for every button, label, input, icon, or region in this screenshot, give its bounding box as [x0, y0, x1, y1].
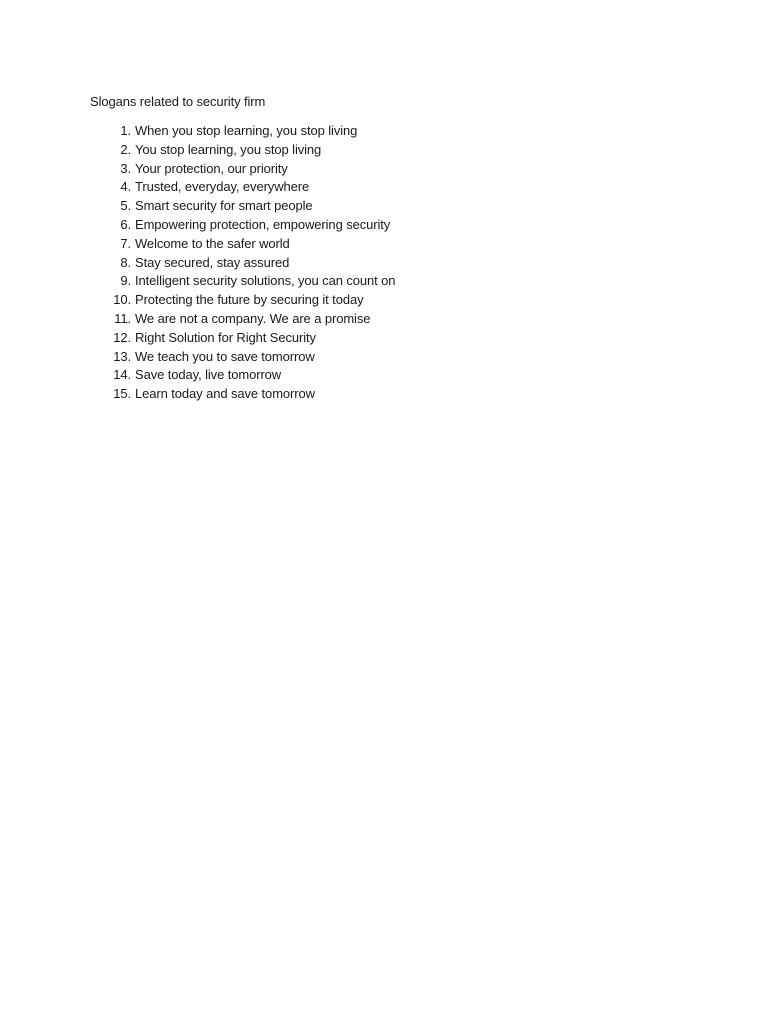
list-item-number: 15.	[113, 386, 131, 402]
list-item-number: 7.	[120, 235, 131, 251]
list-item-number: 8.	[120, 254, 131, 270]
list-item-text: Protecting the future by securing it today	[135, 292, 364, 308]
list-item-number: 11.	[114, 310, 131, 326]
list-item	[100, 141, 322, 160]
list-item-number: 3.	[120, 160, 131, 176]
list-item-number: 14.	[113, 367, 131, 383]
list-item	[100, 310, 371, 329]
list-item	[100, 348, 315, 367]
list-item	[100, 216, 391, 235]
list-item	[100, 329, 316, 348]
list-item-text: Stay secured, stay assured	[135, 254, 290, 270]
list-item-number: 6.	[120, 216, 131, 232]
list-item	[100, 178, 310, 197]
list-item	[100, 160, 288, 179]
list-item	[100, 291, 364, 310]
list-item-text: Trusted, everyday, everywhere	[135, 179, 310, 195]
list-item-number: 4.	[120, 179, 131, 195]
list-item-number: 12.	[113, 329, 131, 345]
list-item-number: 2.	[120, 141, 131, 157]
list-item	[100, 235, 290, 254]
list-item-text: Learn today and save tomorrow	[135, 386, 315, 402]
list-item	[100, 122, 358, 141]
list-item-number: 1.	[120, 123, 131, 138]
list-item-text: Smart security for smart people	[135, 198, 313, 214]
slogan-list	[100, 122, 396, 404]
list-item	[100, 366, 282, 385]
list-item-text: Welcome to the safer world	[135, 235, 290, 251]
list-item	[100, 197, 313, 216]
list-item	[100, 385, 315, 404]
list-item-number: 5.	[120, 198, 131, 214]
list-item	[100, 272, 396, 291]
list-item-number: 9.	[120, 273, 131, 289]
list-item-text: Save today, live tomorrow	[135, 367, 282, 383]
document-title: Slogans related to security firm	[90, 94, 266, 109]
list-item-number: 10.	[113, 292, 131, 308]
list-item-number: 13.	[113, 348, 131, 364]
list-item-text: We are not a company. We are a promise	[135, 310, 371, 326]
list-item-text: Right Solution for Right Security	[135, 329, 316, 345]
list-item-text: Empowering protection, empowering security	[135, 216, 391, 232]
list-item-text: We teach you to save tomorrow	[135, 348, 315, 364]
list-item-text: Your protection, our priority	[135, 160, 288, 176]
list-item-text: Intelligent security solutions, you can count on	[135, 273, 396, 289]
list-item-text: You stop learning, you stop living	[135, 141, 322, 157]
list-item	[100, 254, 290, 273]
list-item-text: When you stop learning, you stop living	[135, 123, 358, 138]
